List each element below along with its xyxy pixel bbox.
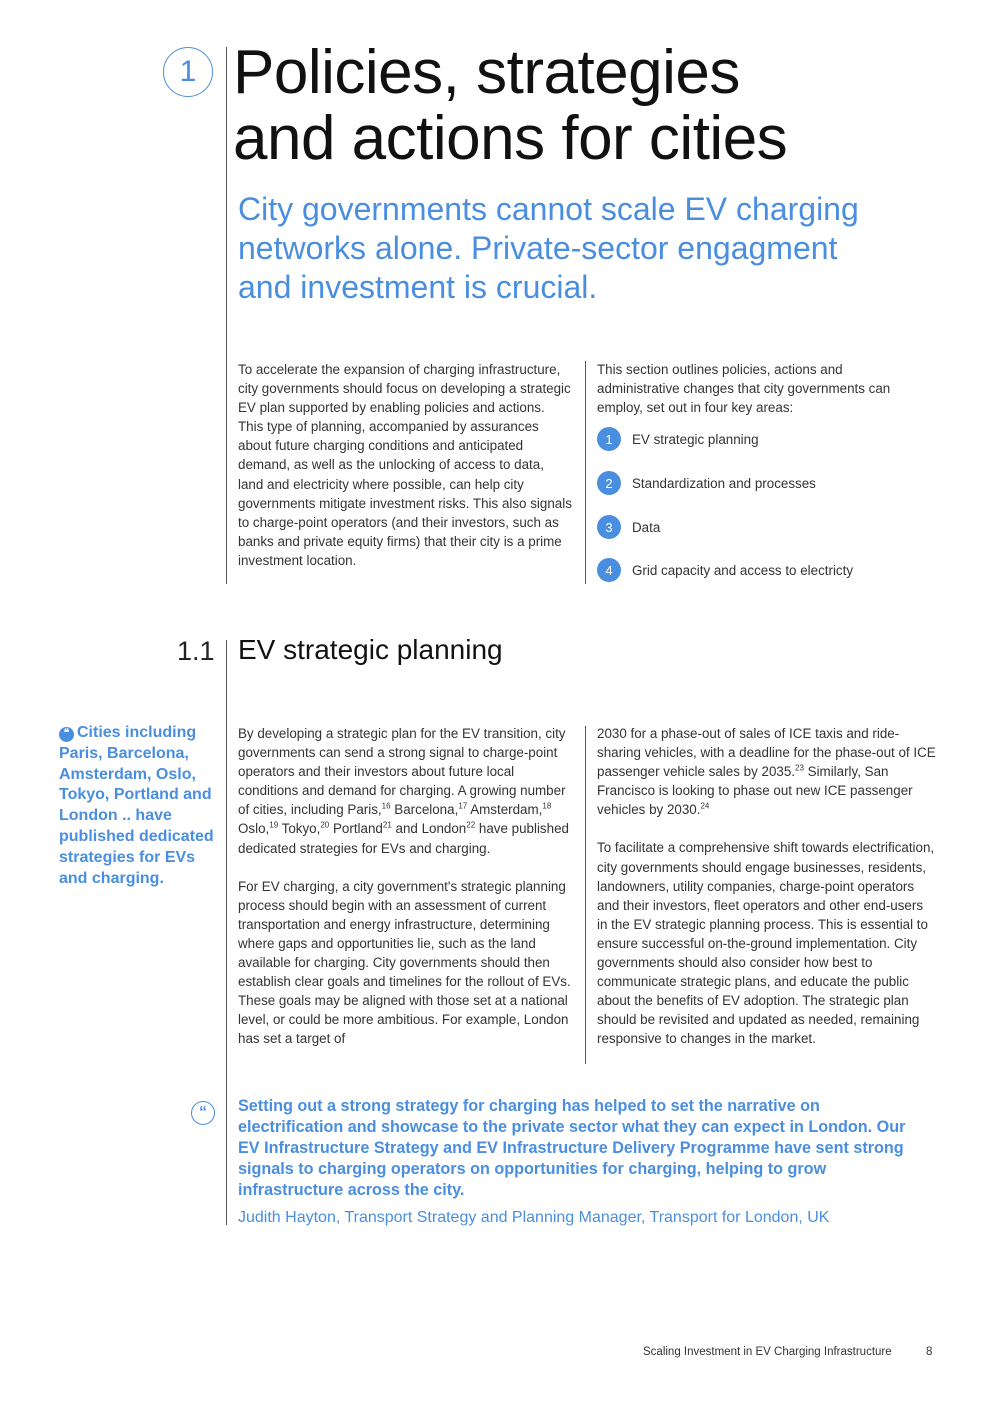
- text-run: Oslo,: [238, 821, 270, 837]
- text-run: 2030 for a phase-out of sales of ICE taxis and ride-sharing vehicles, with a deadline for the phase-out of ICE passenger vehicle sales by 2035.: [597, 726, 936, 780]
- text-run: have published dedicated strategies for EVs and charging.: [238, 821, 569, 856]
- text-run: Portland: [329, 821, 383, 837]
- section-rule: [226, 640, 227, 1225]
- key-area-number: 4: [597, 558, 621, 582]
- sidebar-pull-quote: [59, 723, 219, 889]
- footnote-ref: 24: [700, 801, 710, 811]
- pull-quote: Setting out a strong strategy for charging has helped to set the narrative on electrification and showcase to the private sector what they can expect in London. Our EV Infrastructure Strategy and EV Infrastructure Delivery Programme have sent strong signals to charging operators on opportunities for charging, helping to grow infrastructure across the city.: [238, 1097, 906, 1199]
- intro-column-divider: [585, 361, 586, 584]
- text-run: and London: [391, 821, 467, 837]
- key-area-4: [597, 558, 853, 582]
- chapter-rule: [226, 47, 227, 584]
- key-area-number: 2: [597, 471, 621, 495]
- key-area-3: [597, 515, 660, 539]
- quote-icon: ❝: [59, 727, 74, 742]
- section-paragraph-2: For EV charging, a city government's strategic planning process should begin with an assessment of current transportation and energy infrastructure, determining where gaps and opportunities lie, such as the land available for charging. City governments should then establish clear goals and timelines for the rollout of EVs. These goals may be aligned with those set at a national level, or could be more ambitious. For example, London has set a target of: [238, 878, 571, 1047]
- quote-attribution: Judith Hayton, Transport Strategy and Planning Manager, Transport for London, UK: [238, 1209, 830, 1226]
- key-area-label: Data: [632, 519, 661, 535]
- footnote-ref: 17: [458, 801, 468, 811]
- footer-report-title: Scaling Investment in EV Charging Infrastructure: [643, 1346, 892, 1358]
- section-number: 1.1: [177, 636, 215, 666]
- section-paragraph-1: [238, 724, 572, 858]
- key-area-number: 1: [597, 427, 621, 451]
- intro-right-paragraph: This section outlines policies, actions and administrative changes that city governments can employ, set out in four key areas:: [597, 362, 891, 416]
- chapter-number-badge: 1: [163, 47, 213, 97]
- title-line-2: and actions for cities: [233, 104, 788, 173]
- chapter-subtitle: City governments cannot scale EV charging networks alone. Private-sector engagment and investment is crucial.: [238, 191, 859, 305]
- section-paragraph-3: [597, 724, 937, 819]
- footnote-ref: 22: [466, 821, 476, 830]
- section-column-left: [238, 724, 572, 1049]
- sidebar-quote-text: Cities including Paris, Barcelona, Amsterdam, Oslo, Tokyo, Portland and London .. have published dedicated strategies for EVs and charging.: [59, 724, 214, 887]
- footnote-ref: 23: [795, 763, 804, 773]
- page-number: 8: [926, 1346, 933, 1358]
- section-column-right: [597, 724, 937, 1049]
- page-title: [233, 40, 787, 172]
- intro-left-paragraph: To accelerate the expansion of charging infrastructure, city governments should focus on developing a strategic EV plan supported by enabling policies and actions. This type of planning, accompanied by assurances about future charging conditions and anticipated demand, as well as the unlocking of access to data, land and electricity where possible, can help city governments mitigate investment risks. This also signals to charge-point operators (and their investors, such as banks and private equity firms) that their city is a prime investment location.: [238, 362, 572, 568]
- key-area-label: EV strategic planning: [632, 431, 759, 447]
- text-run: Tokyo,: [278, 821, 321, 837]
- text-run: Similarly, San Francisco is looking to phase out new ICE passenger vehicles by 2030.: [597, 764, 913, 818]
- key-area-label: Grid capacity and access to electricty: [632, 562, 854, 578]
- key-area-1: [597, 427, 759, 451]
- key-area-2: [597, 471, 816, 495]
- footnote-ref: 20: [320, 821, 330, 830]
- text-run: Amsterdam,: [467, 802, 543, 818]
- footnote-ref: 16: [381, 801, 391, 811]
- key-area-label: Standardization and processes: [632, 475, 816, 491]
- title-line-1: Policies, strategies: [233, 38, 740, 107]
- key-area-number: 3: [597, 515, 621, 539]
- quote-icon: “: [191, 1101, 215, 1125]
- footnote-ref: 19: [269, 821, 279, 830]
- footnote-ref: 18: [542, 801, 552, 811]
- text-run: Barcelona,: [390, 802, 459, 818]
- section-paragraph-4: To facilitate a comprehensive shift towards electrification, city governments should engage businesses, residents, landowners, utility companies, charge-point operators and their investors, fleet operators and other end-users in the EV strategic planning process. This is essential to ensure successful on-the-ground implementation. City governments should also consider how best to communicate strategic plans, and educate the public about the benefits of EV adoption. The strategic plan should be revisited and updated as needed, remaining responsive to changes in the market.: [597, 840, 935, 1047]
- section-column-divider: [585, 726, 586, 1064]
- section-title: EV strategic planning: [238, 634, 503, 665]
- footnote-ref: 21: [382, 821, 392, 830]
- text-run: By developing a strategic plan for the EV transition, city governments can send a strong signal to charge-point operators and their investors about future local conditions and demand for charging. A growing number of cities, including Paris,: [238, 726, 566, 818]
